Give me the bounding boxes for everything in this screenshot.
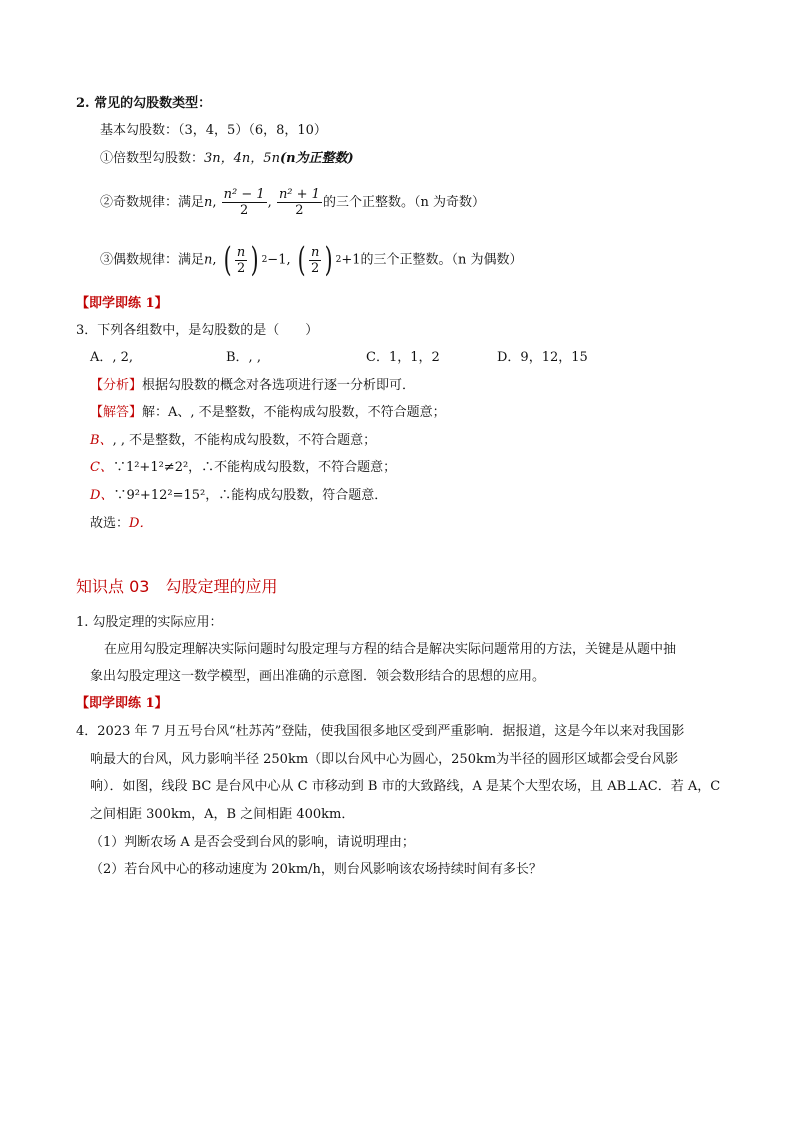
multiple-expr: 3n，4n，5n [204,151,280,166]
option-c: C．1，1，2 [366,350,440,365]
multiple-type [100,150,354,168]
even-term-2: ( $\frac{n}{2}$ ) 2 [297,240,342,280]
odd-fraction-1: $\frac{\text{n² − 1}}{2}$ [223,187,265,218]
answer-b-text: , , 不是整数，不能构成勾股数，不符合题意； [112,433,377,448]
knowledge-heading: 知识点 03 勾股定理的应用 [76,577,278,596]
answer-d-text: ∵9²+12²=15²，∴能构成勾股数，符合题意． [113,488,388,503]
question-3: 3．下列各组数中，是勾股数的是（ ） [76,323,319,338]
sub-question-1: （1）判断农场 A 是否会受到台风的影响，请说明理由； [90,835,415,850]
even-n: n [204,252,213,268]
even-term-1: ( $\frac{n}{2}$ ) 2 [223,240,268,280]
knowledge-para-line-1: 在应用勾股定理解决实际问题时勾股定理与方程的结合是解决实际问题常用的方法，关键是从题中抽 [104,642,677,657]
odd-fraction-2: $\frac{\text{n² + 1}}{2}$ [278,187,320,218]
question-4-line-2: 响最大的台风，风力影响半径 250km（即以台风中心为圆心，250km为半径的圆形区域都会受台风影 [90,752,679,767]
question-4-line-3: 响）．如图，线段 BC 是台风中心从 C 市移动到 B 市的大致路线，A 是某个大型农场，且 AB⊥AC．若 A，C [90,779,721,794]
practice-tag-2: 【即学即练 1】 [76,696,168,711]
option-b: B．, , [226,350,261,365]
basic-triples: 基本勾股数：（3，4，5）（6，8，10） [100,123,327,138]
sub-question-2: （2）若台风中心的移动速度为 20km/h，则台风影响该农场持续时间有多长？ [90,862,542,877]
answer-b [90,432,376,450]
answer-a [90,404,446,422]
knowledge-para-line-2: 象出勾股定理这一数学模型，画出准确的示意图．领会数形结合的思想的应用。 [90,669,546,684]
analysis-text: 根据勾股数的概念对各选项进行逐一分析即可． [142,378,416,393]
knowledge-item-1: 1. 勾股定理的实际应用： [76,615,223,630]
even-minus: −1, [267,252,291,268]
even-prefix: ③偶数规律：满足 [100,252,205,268]
multiple-note: (n为正整数) [279,151,354,166]
answer-a-text: 解：A、, 不是整数，不能构成勾股数，不符合题意； [142,405,446,420]
section-title: 2. 常见的勾股数类型： [76,96,212,111]
final-choice [90,515,152,533]
answer-d [90,487,387,505]
choose-prefix: 故选： [90,516,130,531]
answer-b-label: B、 [90,433,113,448]
answer-c-label: C、 [90,460,113,475]
answer-tag: 【解答】 [90,405,143,420]
choose-answer: D． [129,516,153,531]
odd-prefix: ②奇数规律：满足 [100,195,205,210]
even-plus: +1的三个正整数。（n 为偶数） [341,252,523,268]
analysis [90,377,415,395]
option-a: A．, 2, [90,350,134,365]
answer-d-label: D、 [90,488,114,503]
option-d: D．9，12，15 [497,350,588,365]
practice-tag: 【即学即练 1】 [76,296,168,311]
multiple-prefix: ①倍数型勾股数： [100,151,205,166]
answer-c [90,459,396,477]
odd-n: n [204,195,213,210]
odd-suffix: 的三个正整数。（n 为奇数） [322,195,485,210]
question-4-line-1: 4．2023 年 7 月五号台风“杜苏芮”登陆，使我国很多地区受到严重影响．据报道，这是今年以来对我国影 [76,724,685,739]
analysis-tag: 【分析】 [90,378,143,393]
answer-c-text: ∵1²+1²≠2²，∴不能构成勾股数，不符合题意； [112,460,397,475]
question-4-line-4: 之间相距 300km，A，B 之间相距 400km． [90,807,355,822]
odd-rule: ②奇数规律：满足n, $\frac{\text{n² − 1}}{2}$ , $\frac{\text{n² + 1}}{2}$ 的三个正整数。（n 为奇数） [100,187,485,218]
even-rule: ③偶数规律：满足n, ( $\frac{n}{2}$ ) 2 −1, ( $\frac{n}{2}$ ) 2 +1的三个正整数。（n 为偶数） [100,240,523,280]
